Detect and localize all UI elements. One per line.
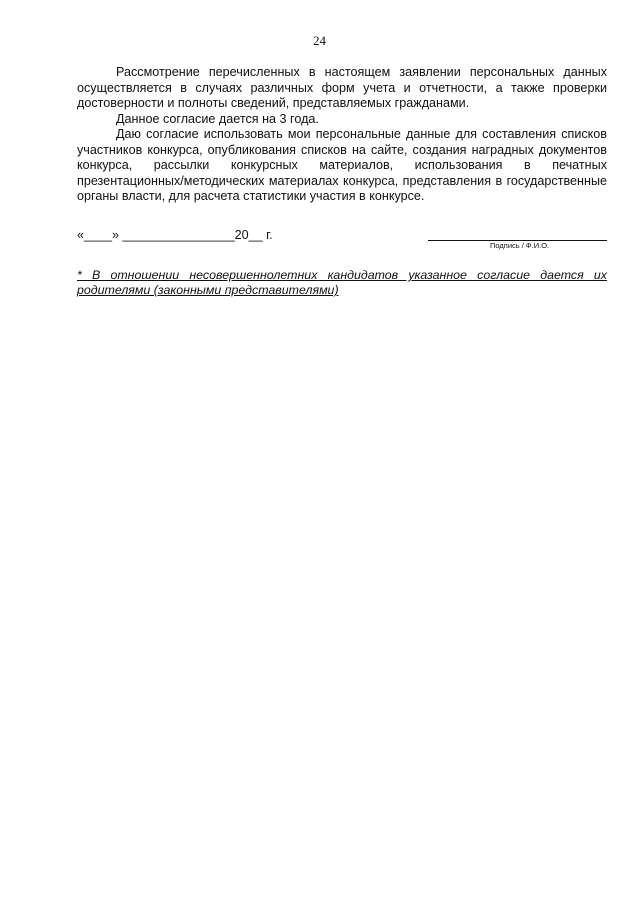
page-number: 24 [313, 33, 326, 48]
consent-body [77, 65, 607, 205]
paragraph-consent-usage: Даю согласие использовать мои персональные данные для составления списков участников конкурса, опубликования списков на сайте, создания наградных документов конкурса, рассылки конкурсных материалов, использования в печатных презентационных/методических материалах конкурса, представления в государственные органы власти, для расчета статистики участия в конкурсе. [77, 127, 607, 203]
date-field: «____» ________________20__ г. [77, 228, 273, 242]
footnote: * В отношении несовершеннолетних кандидатов указанное согласие дается их родителями (законными представителями) [77, 268, 607, 297]
paragraph-consent-term: Данное согласие дается на 3 года. [116, 111, 319, 126]
paragraph-data-review: Рассмотрение перечисленных в настоящем заявлении персональных данных осуществляется в случаях различных форм учета и отчетности, а также проверки достоверности и полноты сведений, представляемых гражданами. [77, 65, 607, 110]
signature-caption: Подпись / Ф.И.О. [490, 241, 550, 250]
